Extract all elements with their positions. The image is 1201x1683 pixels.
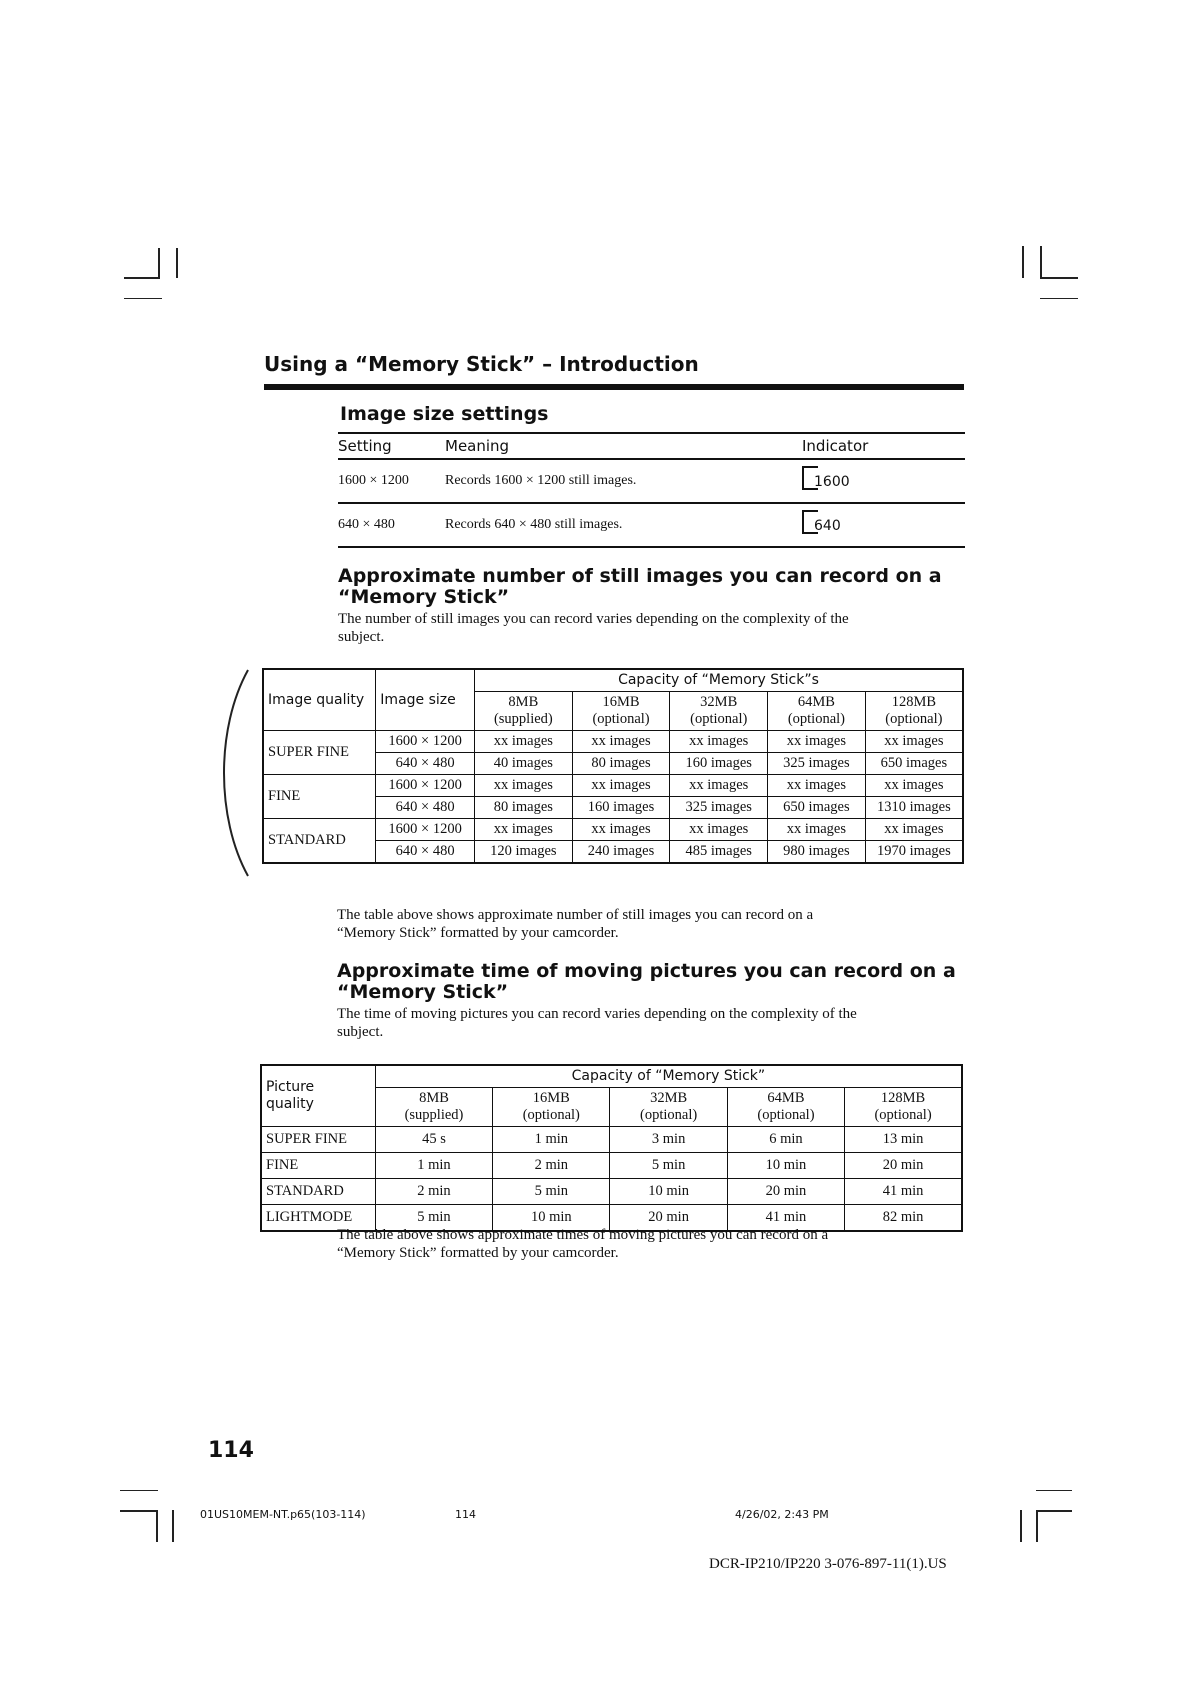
value-cell: 325 images (768, 753, 866, 775)
capacity-cell: 32MB (optional) (610, 1088, 727, 1127)
capacity-header: Capacity of “Memory Stick”s (475, 669, 964, 692)
indicator-cell (802, 459, 965, 503)
value-cell: 2 min (493, 1153, 610, 1179)
value-cell: 10 min (727, 1153, 844, 1179)
value-cell: 160 images (670, 753, 768, 775)
value-cell: 120 images (475, 841, 573, 864)
value-cell: 45 s (375, 1127, 492, 1153)
capacity-cell: 64MB (optional) (727, 1088, 844, 1127)
table-row (338, 503, 965, 547)
image-size-indicator-icon (802, 464, 850, 494)
value-cell: 325 images (670, 797, 768, 819)
still-images-note: The table above shows approximate number of still images you can record on a “Memory Stick” formatted by your camcorder. (337, 907, 814, 941)
crop-mark (124, 277, 160, 279)
crop-mark (1022, 246, 1024, 278)
size-cell: 1600 × 1200 (376, 819, 475, 841)
crop-mark (1036, 1510, 1038, 1542)
size-cell: 640 × 480 (376, 753, 475, 775)
image-size-indicator-icon (802, 508, 846, 538)
moving-pictures-table (260, 1064, 963, 1232)
still-images-table (262, 668, 964, 864)
col-setting: Setting (338, 433, 445, 459)
value-cell: xx images (475, 775, 573, 797)
footer-page: 114 (455, 1508, 476, 1521)
crop-mark (1040, 277, 1078, 279)
table-header-row (338, 433, 965, 459)
value-cell: 5 min (610, 1153, 727, 1179)
value-cell: xx images (572, 819, 670, 841)
crop-mark (1040, 246, 1042, 278)
crop-mark (120, 1490, 158, 1491)
crop-mark (158, 248, 160, 278)
image-size-table (338, 432, 965, 548)
table-row (263, 819, 963, 841)
moving-pictures-note: The table above shows approximate times of moving pictures you can record on a “Memory Stick” formatted by your camcorder. (337, 1227, 829, 1261)
capacity-cell: 128MB (optional) (865, 692, 963, 731)
moving-pictures-intro: The time of moving pictures you can record varies depending on the complexity of the subject. (337, 1006, 857, 1040)
capacity-cell: 32MB (optional) (670, 692, 768, 731)
value-cell: 3 min (610, 1127, 727, 1153)
indicator-cell (802, 503, 965, 547)
crop-mark (156, 1510, 158, 1542)
quality-cell: FINE (261, 1153, 375, 1179)
table-row (261, 1179, 962, 1205)
capacity-cell: 128MB (optional) (845, 1088, 962, 1127)
value-cell: 1 min (375, 1153, 492, 1179)
value-cell: 5 min (493, 1179, 610, 1205)
section-title: Using a “Memory Stick” – Introduction (264, 352, 699, 376)
value-cell: 1310 images (865, 797, 963, 819)
value-cell: xx images (768, 819, 866, 841)
capacity-cell: 8MB (supplied) (375, 1088, 492, 1127)
indicator-value: 1600 (814, 473, 850, 490)
value-cell: 40 images (475, 753, 573, 775)
value-cell: 10 min (610, 1179, 727, 1205)
value-cell: xx images (865, 819, 963, 841)
meaning-cell: Records 1600 × 1200 still images. (445, 459, 802, 503)
value-cell: xx images (670, 819, 768, 841)
col-indicator: Indicator (802, 433, 965, 459)
value-cell: 650 images (768, 797, 866, 819)
value-cell: 980 images (768, 841, 866, 864)
capacity-cell: 8MB (supplied) (475, 692, 573, 731)
col-image-size: Image size (376, 669, 475, 731)
quality-cell: FINE (263, 775, 376, 819)
size-cell: 640 × 480 (376, 841, 475, 864)
table-row (338, 459, 965, 503)
capacity-cell: 64MB (optional) (768, 692, 866, 731)
value-cell: 80 images (475, 797, 573, 819)
table-row (263, 775, 963, 797)
value-cell: 1970 images (865, 841, 963, 864)
value-cell: xx images (475, 731, 573, 753)
quality-cell: STANDARD (261, 1179, 375, 1205)
crop-mark (172, 1510, 174, 1542)
table-row (263, 731, 963, 753)
crop-mark (1036, 1490, 1072, 1491)
size-cell: 1600 × 1200 (376, 775, 475, 797)
value-cell: 20 min (727, 1179, 844, 1205)
quality-cell: SUPER FINE (263, 731, 376, 775)
setting-cell: 1600 × 1200 (338, 459, 445, 503)
value-cell: 650 images (865, 753, 963, 775)
value-cell: 41 min (845, 1179, 962, 1205)
size-cell: 1600 × 1200 (376, 731, 475, 753)
value-cell: 160 images (572, 797, 670, 819)
value-cell: xx images (865, 775, 963, 797)
value-cell: 10 min (493, 1205, 610, 1232)
crop-mark (124, 298, 162, 299)
value-cell: xx images (572, 731, 670, 753)
col-picture-quality: Picture quality (261, 1065, 375, 1127)
capacity-cell: 16MB (optional) (493, 1088, 610, 1127)
value-cell: 20 min (845, 1153, 962, 1179)
table-row (261, 1127, 962, 1153)
value-cell: 485 images (670, 841, 768, 864)
setting-cell: 640 × 480 (338, 503, 445, 547)
crop-mark (1020, 1510, 1022, 1542)
indicator-value: 640 (814, 517, 841, 534)
capacity-cell: 16MB (optional) (572, 692, 670, 731)
crop-mark (176, 248, 178, 278)
value-cell: xx images (768, 775, 866, 797)
crop-mark (1040, 298, 1078, 299)
value-cell: xx images (670, 731, 768, 753)
size-cell: 640 × 480 (376, 797, 475, 819)
value-cell: xx images (572, 775, 670, 797)
value-cell: 1 min (493, 1127, 610, 1153)
table-row (261, 1153, 962, 1179)
value-cell: 20 min (610, 1205, 727, 1232)
quality-cell: SUPER FINE (261, 1127, 375, 1153)
value-cell: xx images (670, 775, 768, 797)
value-cell: xx images (865, 731, 963, 753)
col-meaning: Meaning (445, 433, 802, 459)
col-image-quality: Image quality (263, 669, 376, 731)
moving-pictures-heading: Approximate time of moving pictures you can record on a “Memory Stick” (337, 960, 956, 1003)
still-images-heading: Approximate number of still images you can record on a “Memory Stick” (338, 565, 942, 608)
margin-bracket (212, 668, 252, 878)
capacity-header: Capacity of “Memory Stick” (375, 1065, 962, 1088)
value-cell: 82 min (845, 1205, 962, 1232)
quality-cell: STANDARD (263, 819, 376, 864)
value-cell: 13 min (845, 1127, 962, 1153)
footer-model: DCR-IP210/IP220 3-076-897-11(1).US (709, 1556, 947, 1572)
value-cell: xx images (475, 819, 573, 841)
quality-cell: LIGHTMODE (261, 1205, 375, 1232)
value-cell: 5 min (375, 1205, 492, 1232)
value-cell: 6 min (727, 1127, 844, 1153)
meaning-cell: Records 640 × 480 still images. (445, 503, 802, 547)
value-cell: 41 min (727, 1205, 844, 1232)
crop-mark (1036, 1510, 1072, 1512)
footer-date: 4/26/02, 2:43 PM (735, 1508, 829, 1521)
value-cell: 80 images (572, 753, 670, 775)
value-cell: 240 images (572, 841, 670, 864)
footer-file: 01US10MEM-NT.p65(103-114) (200, 1508, 366, 1521)
page-number: 114 (208, 1438, 254, 1463)
value-cell: 2 min (375, 1179, 492, 1205)
image-size-heading: Image size settings (340, 403, 549, 425)
still-images-intro: The number of still images you can record varies depending on the complexity of the subject. (338, 611, 849, 645)
crop-mark (120, 1510, 158, 1512)
section-rule (264, 384, 964, 390)
value-cell: xx images (768, 731, 866, 753)
